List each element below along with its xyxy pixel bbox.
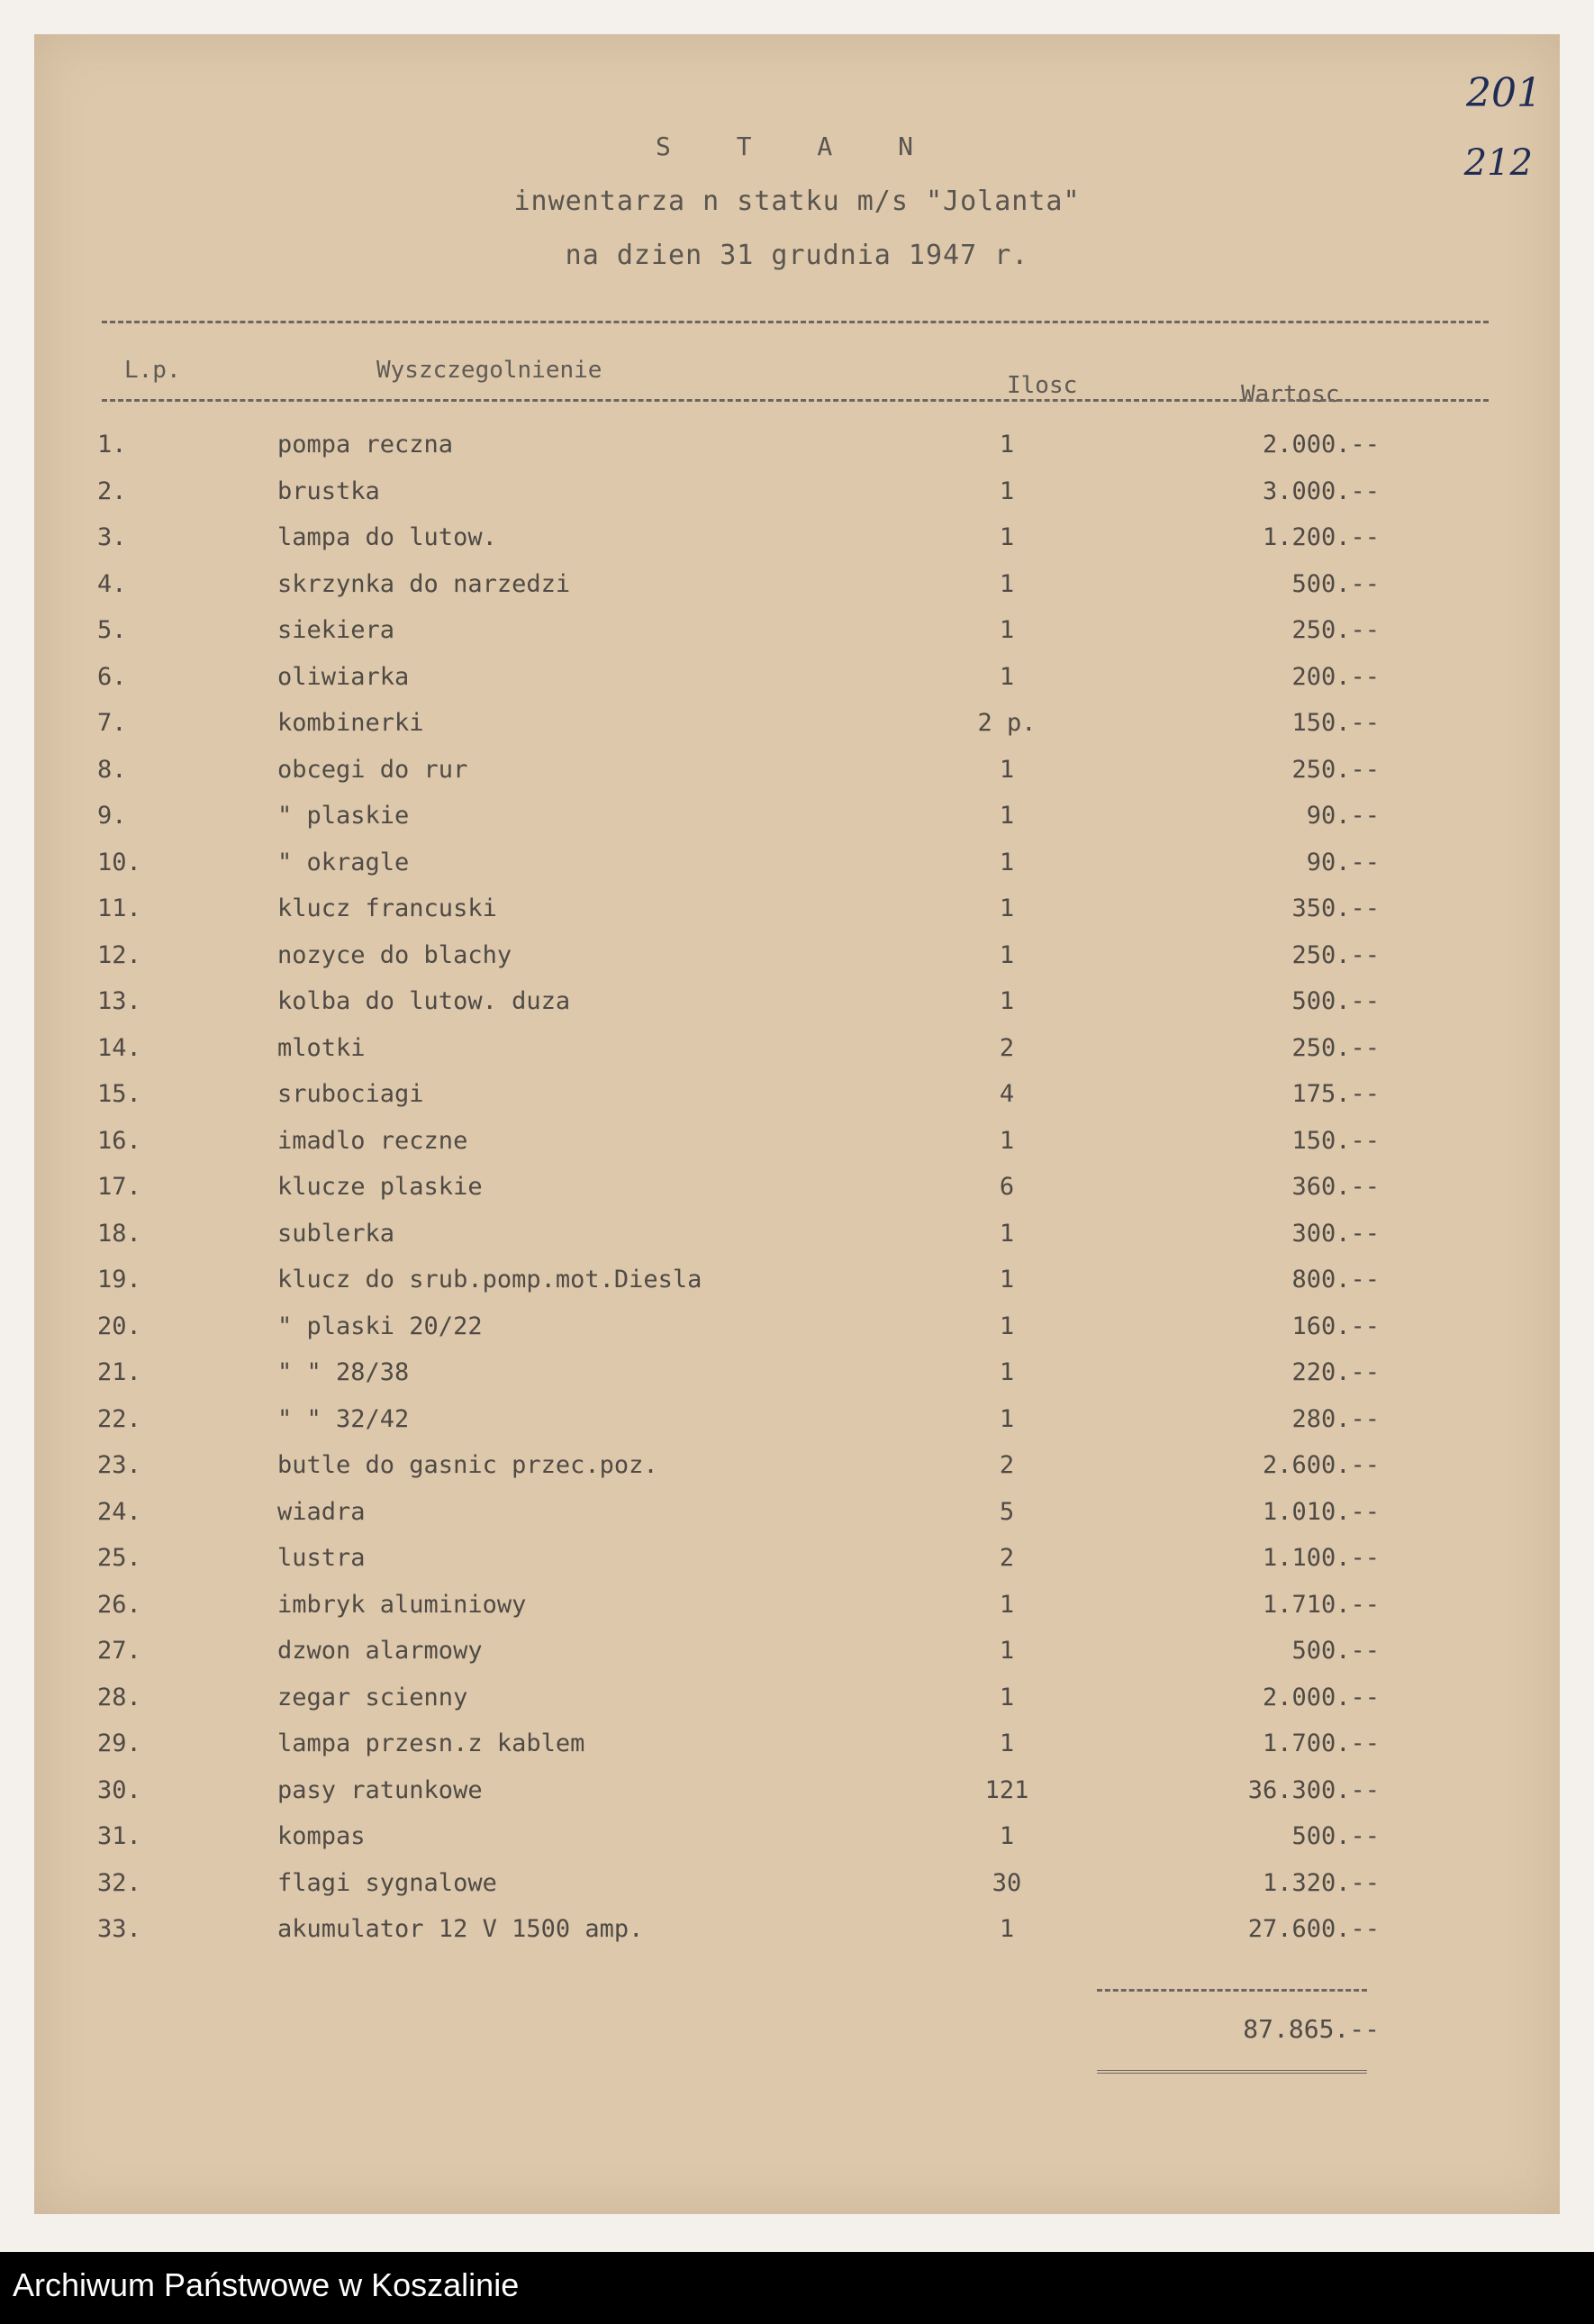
row-value: 175.--	[1291, 1080, 1380, 1108]
row-qty: 1	[999, 1312, 1015, 1340]
table-row	[34, 523, 1560, 568]
row-lp: 31.	[97, 1822, 141, 1850]
table-row	[34, 756, 1560, 801]
total-double-underline	[1097, 2070, 1367, 2074]
table-row	[34, 616, 1560, 661]
row-lp: 16.	[97, 1126, 141, 1155]
row-lp: 14.	[97, 1033, 141, 1062]
row-value: 200.--	[1291, 662, 1380, 691]
table-row	[34, 849, 1560, 894]
header-value: Wartosc	[1241, 381, 1340, 408]
row-qty: 1	[999, 894, 1015, 922]
row-value: 27.600.--	[1247, 1915, 1380, 1943]
row-value: 1.710.--	[1262, 1590, 1380, 1619]
row-lp: 13.	[97, 987, 141, 1015]
row-value: 2.000.--	[1262, 431, 1380, 458]
archive-name: Archiwum Państwowe w Koszalinie	[13, 2266, 520, 2303]
row-qty: 30	[992, 1868, 1022, 1897]
row-value: 500.--	[1291, 569, 1380, 598]
row-qty: 1	[999, 662, 1015, 691]
row-qty: 121	[984, 1775, 1029, 1804]
row-name: " plaski 20/22	[277, 1312, 483, 1340]
row-name: oliwiarka	[277, 662, 410, 691]
row-qty: 1	[999, 1266, 1015, 1294]
row-name: skrzynka do narzedzi	[277, 569, 571, 598]
table-row	[34, 1869, 1560, 1914]
row-lp: 11.	[97, 894, 141, 922]
table-row	[34, 1729, 1560, 1775]
table-row	[34, 987, 1560, 1032]
row-qty: 1	[999, 1915, 1015, 1943]
table-row	[34, 1220, 1560, 1265]
row-value: 280.--	[1291, 1404, 1380, 1433]
table-row	[34, 663, 1560, 708]
table-row	[34, 1915, 1560, 1960]
row-lp: 33.	[97, 1915, 141, 1943]
table-row	[34, 1544, 1560, 1589]
row-name: lampa przesn.z kablem	[277, 1729, 585, 1757]
row-name: lustra	[277, 1544, 366, 1572]
row-qty: 2	[999, 1033, 1015, 1062]
table-row	[34, 941, 1560, 986]
row-qty: 1	[999, 1404, 1015, 1433]
row-name: pasy ratunkowe	[277, 1775, 483, 1804]
table-row	[34, 1080, 1560, 1125]
row-value: 2.000.--	[1262, 1683, 1380, 1711]
row-name: imadlo reczne	[277, 1126, 468, 1155]
row-value: 300.--	[1291, 1219, 1380, 1248]
row-qty: 1	[999, 1219, 1015, 1248]
table-row	[34, 802, 1560, 847]
document-page	[34, 34, 1560, 2214]
row-lp: 17.	[97, 1173, 141, 1201]
row-qty: 1	[999, 755, 1015, 784]
row-lp: 21.	[97, 1358, 141, 1386]
row-name: klucz do srub.pomp.mot.Diesla	[277, 1266, 702, 1294]
row-value: 800.--	[1291, 1266, 1380, 1294]
row-name: flagi sygnalowe	[277, 1868, 497, 1897]
row-lp: 29.	[97, 1729, 141, 1757]
row-value: 90.--	[1306, 802, 1380, 830]
row-value: 500.--	[1291, 987, 1380, 1015]
row-name: srubociagi	[277, 1080, 424, 1108]
row-qty: 1	[999, 1637, 1015, 1665]
row-value: 250.--	[1291, 616, 1380, 644]
header-lp: L.p.	[124, 357, 181, 384]
row-name: obcegi do rur	[277, 755, 468, 784]
row-name: lampa do lutow.	[277, 523, 497, 551]
row-lp: 22.	[97, 1404, 141, 1433]
table-row	[34, 1405, 1560, 1450]
row-value: 250.--	[1291, 755, 1380, 784]
row-name: pompa reczna	[277, 431, 454, 458]
row-name: mlotki	[277, 1033, 366, 1062]
table-row	[34, 1312, 1560, 1357]
row-lp: 26.	[97, 1590, 141, 1619]
row-value: 250.--	[1291, 940, 1380, 969]
row-value: 220.--	[1291, 1358, 1380, 1386]
table-row	[34, 1451, 1560, 1496]
row-lp: 12.	[97, 940, 141, 969]
header-divider	[102, 399, 1489, 402]
row-lp: 32.	[97, 1868, 141, 1897]
row-lp: 20.	[97, 1312, 141, 1340]
row-lp: 10.	[97, 848, 141, 876]
row-name: siekiera	[277, 616, 395, 644]
row-name: klucz francuski	[277, 894, 497, 922]
row-value: 36.300.--	[1247, 1775, 1380, 1804]
row-name: imbryk aluminiowy	[277, 1590, 527, 1619]
row-lp: 23.	[97, 1451, 141, 1479]
row-lp: 2.	[97, 477, 127, 505]
table-row	[34, 1776, 1560, 1821]
row-qty: 2	[999, 1544, 1015, 1572]
row-qty: 1	[999, 987, 1015, 1015]
row-name: dzwon alarmowy	[277, 1637, 483, 1665]
row-value: 500.--	[1291, 1822, 1380, 1850]
row-name: kompas	[277, 1822, 366, 1850]
table-row	[34, 709, 1560, 754]
row-value: 2.600.--	[1262, 1451, 1380, 1479]
row-name: brustka	[277, 477, 380, 505]
row-lp: 19.	[97, 1266, 141, 1294]
row-lp: 25.	[97, 1544, 141, 1572]
row-value: 1.200.--	[1262, 523, 1380, 551]
row-qty: 2 p.	[977, 709, 1037, 737]
row-name: kolba do lutow. duza	[277, 987, 571, 1015]
row-value: 150.--	[1291, 1126, 1380, 1155]
table-row	[34, 1034, 1560, 1079]
row-lp: 8.	[97, 755, 127, 784]
row-lp: 5.	[97, 616, 127, 644]
row-qty: 1	[999, 940, 1015, 969]
row-qty: 1	[999, 477, 1015, 505]
row-lp: 28.	[97, 1683, 141, 1711]
row-qty: 1	[999, 1590, 1015, 1619]
table-row	[34, 1266, 1560, 1311]
row-lp: 4.	[97, 569, 127, 598]
row-value: 3.000.--	[1262, 477, 1380, 505]
row-name: " " 32/42	[277, 1404, 410, 1433]
row-name: akumulator 12 V 1500 amp.	[277, 1915, 644, 1943]
row-lp: 18.	[97, 1219, 141, 1248]
table-row	[34, 1684, 1560, 1729]
header-qty: Ilosc	[1007, 372, 1078, 399]
row-qty: 1	[999, 1822, 1015, 1850]
row-name: nozyce do blachy	[277, 940, 512, 969]
archive-footer	[0, 2252, 1594, 2324]
row-lp: 30.	[97, 1775, 141, 1804]
row-qty: 1	[999, 616, 1015, 644]
handwritten-page-number-top: 201	[1466, 70, 1542, 116]
row-name: kombinerki	[277, 709, 424, 737]
table-row	[34, 1591, 1560, 1636]
row-lp: 15.	[97, 1080, 141, 1108]
row-value: 500.--	[1291, 1637, 1380, 1665]
table-row	[34, 1173, 1560, 1218]
document-title: S T A N	[655, 132, 938, 161]
row-lp: 6.	[97, 662, 127, 691]
row-value: 150.--	[1291, 709, 1380, 737]
row-name: " plaskie	[277, 802, 410, 830]
row-lp: 1.	[97, 431, 127, 458]
row-qty: 6	[999, 1173, 1015, 1201]
total-divider	[1097, 1989, 1367, 1992]
table-row	[34, 570, 1560, 615]
table-row	[34, 1358, 1560, 1403]
row-qty: 5	[999, 1497, 1015, 1526]
row-value: 90.--	[1306, 848, 1380, 876]
header-name: Wyszczegolnienie	[376, 357, 602, 384]
table-row	[34, 1637, 1560, 1682]
row-name: " " 28/38	[277, 1358, 410, 1386]
row-lp: 7.	[97, 709, 127, 737]
row-qty: 1	[999, 802, 1015, 830]
row-name: wiadra	[277, 1497, 366, 1526]
table-row	[34, 894, 1560, 940]
total-value: 87.865.--	[1243, 2014, 1380, 2044]
table-row	[34, 431, 1560, 476]
document-date-line: na dzien 31 grudnia 1947 r.	[565, 240, 1029, 271]
row-qty: 1	[999, 431, 1015, 458]
row-qty: 1	[999, 523, 1015, 551]
row-lp: 9.	[97, 802, 127, 830]
row-qty: 1	[999, 569, 1015, 598]
top-divider	[102, 321, 1489, 323]
row-lp: 24.	[97, 1497, 141, 1526]
row-name: zegar scienny	[277, 1683, 468, 1711]
row-lp: 3.	[97, 523, 127, 551]
row-qty: 1	[999, 1126, 1015, 1155]
row-value: 1.320.--	[1262, 1868, 1380, 1897]
row-value: 1.010.--	[1262, 1497, 1380, 1526]
row-name: butle do gasnic przec.poz.	[277, 1451, 658, 1479]
row-qty: 1	[999, 1683, 1015, 1711]
table-row	[34, 1498, 1560, 1543]
document-subtitle: inwentarza n statku m/s "Jolanta"	[513, 186, 1081, 217]
table-row	[34, 477, 1560, 522]
row-qty: 1	[999, 1358, 1015, 1386]
handwritten-page-number-bottom: 212	[1463, 142, 1533, 184]
row-value: 1.700.--	[1262, 1729, 1380, 1757]
row-value: 360.--	[1291, 1173, 1380, 1201]
row-qty: 2	[999, 1451, 1015, 1479]
table-row	[34, 1127, 1560, 1172]
row-qty: 1	[999, 848, 1015, 876]
row-value: 250.--	[1291, 1033, 1380, 1062]
row-qty: 1	[999, 1729, 1015, 1757]
table-row	[34, 1822, 1560, 1867]
row-value: 350.--	[1291, 894, 1380, 922]
row-value: 1.100.--	[1262, 1544, 1380, 1572]
row-name: " okragle	[277, 848, 410, 876]
row-lp: 27.	[97, 1637, 141, 1665]
row-value: 160.--	[1291, 1312, 1380, 1340]
row-name: klucze plaskie	[277, 1173, 483, 1201]
row-qty: 4	[999, 1080, 1015, 1108]
row-name: sublerka	[277, 1219, 395, 1248]
